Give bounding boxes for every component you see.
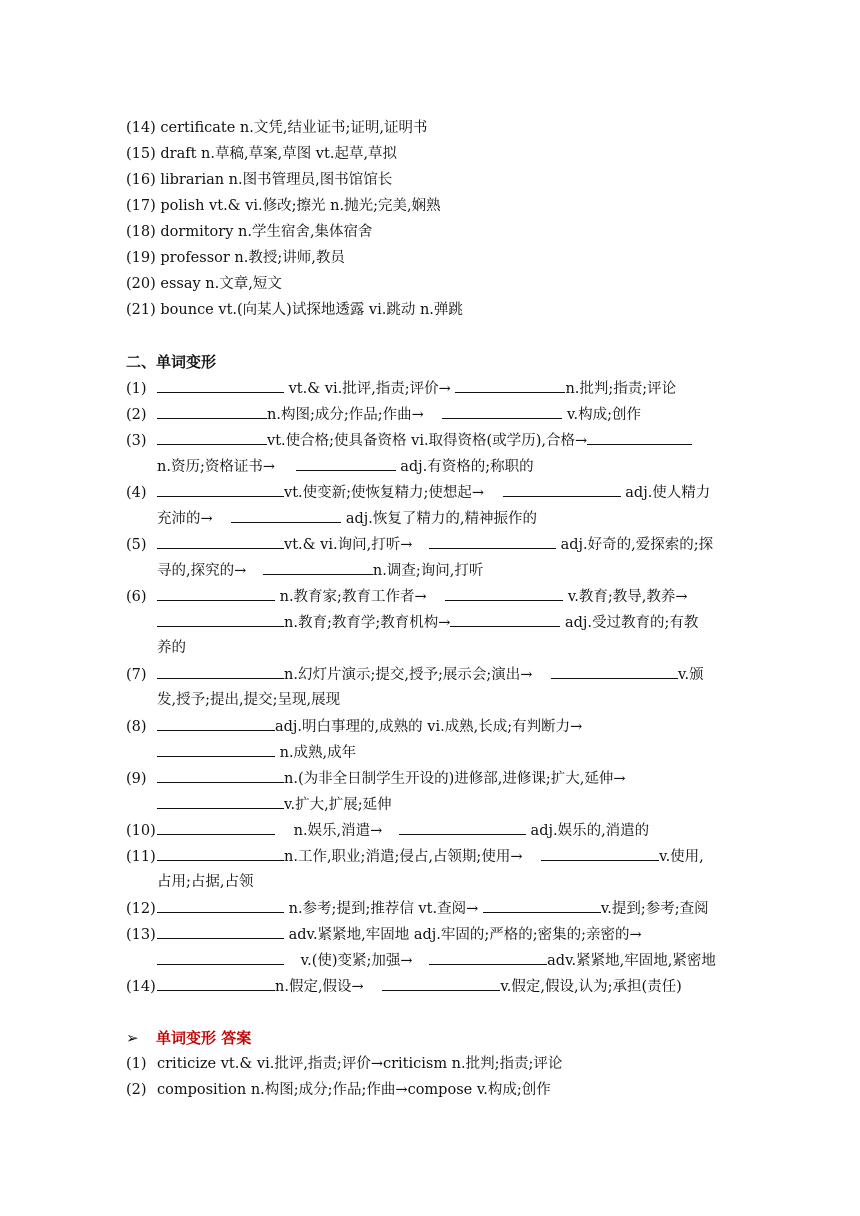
answer-blank[interactable] — [157, 924, 284, 939]
vocab-item: (19) professor n.教授;讲师,教员 — [126, 250, 345, 266]
answer-blank[interactable] — [429, 534, 556, 549]
vocab-item: (21) bounce vt.(向某人)试探地透露 vi.跳动 n.弹跳 — [126, 302, 463, 318]
answer-blank[interactable] — [483, 898, 601, 913]
answer-blank[interactable] — [157, 430, 267, 445]
answer-blank[interactable] — [157, 586, 275, 601]
exercise-item: (9) n.(为非全日制学生开设的)进修部,进修课;扩大,延伸→ — [126, 768, 626, 789]
vocab-item: (16) librarian n.图书管理员,图书馆馆长 — [126, 172, 393, 188]
answer-blank[interactable] — [455, 378, 565, 393]
answer-blank[interactable] — [157, 482, 284, 497]
exercise-item: (1) vt.& vi.批评,指责;评价→ n.批判;指责;评论 — [126, 378, 676, 399]
exercise-item-continuation: n.资历;资格证书→ adj.有资格的;称职的 — [157, 456, 534, 477]
answer-blank[interactable] — [157, 404, 267, 419]
answer-blank[interactable] — [157, 612, 284, 627]
exercise-item: (14) n.假定,假设→ v.假定,假设,认为;承担(责任) — [126, 976, 682, 997]
exercise-item-continuation: 充沛的→ adj.恢复了精力的,精神振作的 — [157, 508, 537, 529]
answer-blank[interactable] — [263, 560, 373, 575]
vocab-item: (20) essay n.文章,短文 — [126, 276, 282, 292]
exercise-item-continuation: v.扩大,扩展;延伸 — [157, 794, 392, 815]
answer-blank[interactable] — [450, 612, 560, 627]
answer-blank[interactable] — [157, 846, 284, 861]
vocab-item: (14) certificate n.文凭,结业证书;证明,证明书 — [126, 120, 428, 136]
answers-heading: ➢ 单词变形 答案 — [126, 1029, 252, 1047]
exercise-item-continuation: n.教育;教育学;教育机构→ adj.受过教育的;有教 — [157, 612, 698, 633]
exercise-item: (8) adj.明白事理的,成熟的 vi.成熟,长成;有判断力→ — [126, 716, 582, 737]
exercise-item-continuation: 发,授予;提出,提交;呈现,展现 — [157, 692, 341, 708]
answer-blank[interactable] — [157, 716, 275, 731]
answer-blank[interactable] — [157, 664, 284, 679]
answer-blank[interactable] — [157, 378, 284, 393]
section-heading: 二、单词变形 — [126, 353, 217, 371]
answer-blank[interactable] — [445, 586, 563, 601]
answer-blank[interactable] — [157, 534, 284, 549]
answer-blank[interactable] — [442, 404, 562, 419]
answer-blank[interactable] — [157, 768, 284, 783]
answer-blank[interactable] — [157, 794, 284, 809]
exercise-item: (5) vt.& vi.询问,打听→ adj.好奇的,爱探索的;探 — [126, 534, 713, 555]
answer-blank[interactable] — [382, 976, 500, 991]
answer-blank[interactable] — [503, 482, 621, 497]
answer-item: (2) composition n.构图;成分;作品;作曲→compose v.构成;创作 — [126, 1082, 551, 1098]
vocab-item: (17) polish vt.& vi.修改;擦光 n.抛光;完美,娴熟 — [126, 198, 441, 214]
exercise-item: (10) n.娱乐,消遣→ adj.娱乐的,消遣的 — [126, 820, 649, 841]
exercise-item: (2) n.构图;成分;作品;作曲→ v.构成;创作 — [126, 404, 641, 425]
exercise-item: (13) adv.紧紧地,牢固地 adj.牢固的;严格的;密集的;亲密的→ — [126, 924, 642, 945]
exercise-item: (6) n.教育家;教育工作者→ v.教育;教导,教养→ — [126, 586, 688, 607]
answer-blank[interactable] — [296, 456, 396, 471]
exercise-item: (7) n.幻灯片演示;提交,授予;展示会;演出→ v.颁 — [126, 664, 704, 685]
answer-blank[interactable] — [541, 846, 659, 861]
answer-blank[interactable] — [587, 430, 692, 445]
answer-blank[interactable] — [231, 508, 341, 523]
exercise-item-continuation: n.成熟,成年 — [157, 742, 356, 763]
arrow-bullet-icon: ➢ — [126, 1029, 139, 1047]
answer-blank[interactable] — [157, 898, 284, 913]
vocab-item: (18) dormitory n.学生宿舍,集体宿舍 — [126, 224, 373, 240]
answer-blank[interactable] — [399, 820, 526, 835]
answer-blank[interactable] — [157, 820, 275, 835]
answer-item: (1) criticize vt.& vi.批评,指责;评价→criticism n.批判;指责;评论 — [126, 1056, 563, 1072]
answer-blank[interactable] — [157, 950, 284, 965]
exercise-item: (3) vt.使合格;使具备资格 vi.取得资格(或学历),合格→ — [126, 430, 692, 451]
answer-blank[interactable] — [551, 664, 678, 679]
answer-blank[interactable] — [429, 950, 547, 965]
exercise-item-continuation: 占用;占据,占领 — [157, 874, 254, 890]
exercise-item: (12) n.参考;提到;推荐信 vt.查阅→ v.提到;参考;查阅 — [126, 898, 709, 919]
exercise-item: (4) vt.使变新;使恢复精力;使想起→ adj.使人精力 — [126, 482, 710, 503]
exercise-item-continuation: v.(使)变紧;加强→ adv.紧紧地,牢固地,紧密地 — [157, 950, 716, 971]
exercise-item: (11) n.工作,职业;消遣;侵占,占领期;使用→ v.使用, — [126, 846, 704, 867]
answer-blank[interactable] — [157, 976, 275, 991]
exercise-item-continuation: 养的 — [157, 640, 186, 656]
answer-blank[interactable] — [157, 742, 275, 757]
vocab-item: (15) draft n.草稿,草案,草图 vt.起草,草拟 — [126, 146, 398, 162]
exercise-item-continuation: 寻的,探究的→ n.调查;询问,打听 — [157, 560, 483, 581]
